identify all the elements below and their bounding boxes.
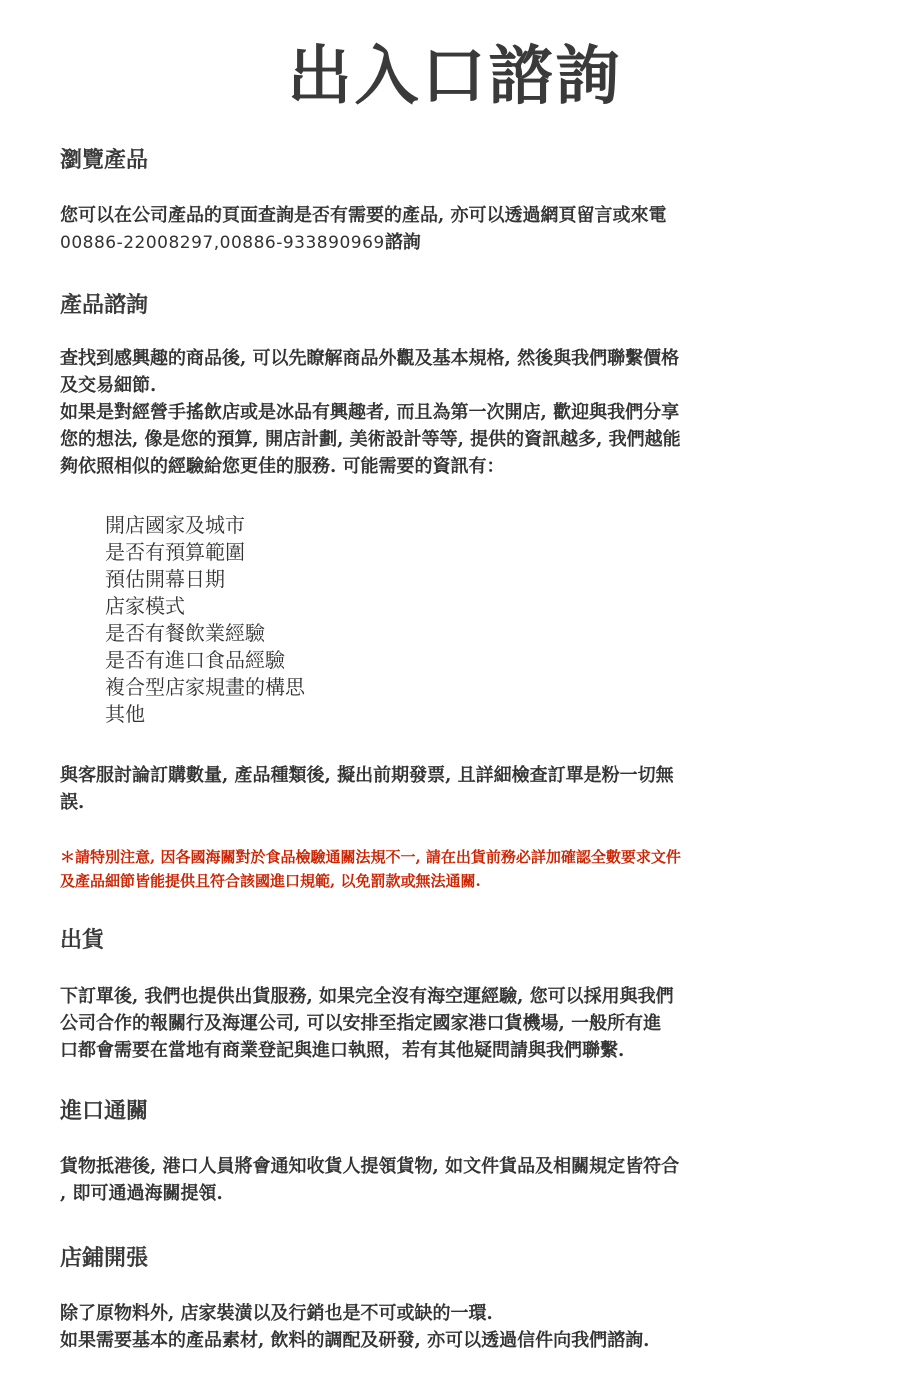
list-item: 開店國家及城市	[105, 513, 245, 537]
list-item: 是否有餐飲業經驗	[105, 621, 265, 645]
customs-text-line: , 即可通過海關提領.	[60, 1183, 223, 1204]
list-item: 店家模式	[105, 594, 185, 618]
customs-text-line: 貨物抵港後, 港口人員將會通知收貨人提領貨物, 如文件貨品及相關規定皆符合	[60, 1156, 680, 1177]
shipping-text-line: 下訂單後, 我們也提供出貨服務, 如果完全沒有海空運經驗, 您可以採用與我們	[60, 986, 674, 1007]
browse-products-text	[60, 202, 667, 257]
store-text-line: 除了原物料外, 店家裝潢以及行銷也是不可或缺的一環.	[60, 1303, 493, 1324]
shipping-text	[60, 983, 674, 1064]
section-heading-browse-products: 瀏覽產品	[60, 147, 149, 173]
order-discussion-text	[60, 762, 674, 816]
import-customs-text	[60, 1153, 679, 1207]
notice-line: 及產品細節皆能提供且符合該國進口規範, 以免罰款或無法通關.	[60, 872, 481, 890]
required-info-list	[60, 512, 305, 728]
section-heading-import-customs: 進口通關	[60, 1098, 149, 1124]
page-title: 出入口諮詢	[287, 39, 623, 114]
list-item: 是否有預算範圍	[105, 540, 245, 564]
browse-text-line: 您可以在公司產品的頁面查詢是否有需要的產品, 亦可以透過網頁留言或來電	[60, 205, 667, 226]
shipping-text-line: 口都會需要在當地有商業登記與進口執照，若有其他疑問請與我們聯繫.	[60, 1040, 625, 1061]
list-item: 複合型店家規畫的構思	[105, 675, 305, 699]
contact-suffix: 諮詢	[384, 232, 421, 253]
inquiry-text-line: 如果是對經營手搖飲店或是冰品有興趣者, 而且為第一次開店, 歡迎與我們分享	[60, 402, 680, 423]
order-text-line: 與客服討論訂購數量, 產品種類後, 擬出前期發票, 且詳細檢查訂單是粉一切無	[60, 765, 674, 786]
inquiry-text-line: 您的想法, 像是您的預算, 開店計劃, 美術設計等等, 提供的資訊越多, 我們越能	[60, 429, 681, 450]
shipping-text-line: 公司合作的報關行及海運公司, 可以安排至指定國家港口貨機場, 一般所有進	[60, 1013, 662, 1034]
list-item: 其他	[105, 702, 145, 726]
store-text-line: 如果需要基本的產品素材, 飲料的調配及研發, 亦可以透過信件向我們諮詢.	[60, 1330, 650, 1351]
section-heading-product-inquiry: 產品諮詢	[60, 292, 149, 318]
order-text-line: 誤.	[60, 792, 85, 813]
section-heading-shipping: 出貨	[60, 927, 105, 953]
browse-contact-line	[60, 229, 667, 257]
store-opening-text	[60, 1300, 649, 1354]
inquiry-text-line: 查找到感興趣的商品後, 可以先瞭解商品外觀及基本規格, 然後與我們聯繫價格	[60, 348, 680, 369]
inquiry-text-line: 夠依照相似的經驗給您更佳的服務. 可能需要的資訊有：	[60, 456, 505, 477]
list-item: 是否有進口食品經驗	[105, 648, 285, 672]
inquiry-text-line: 及交易細節.	[60, 375, 157, 396]
section-heading-store-opening: 店鋪開張	[60, 1245, 149, 1271]
list-item: 預估開幕日期	[105, 567, 225, 591]
product-inquiry-text	[60, 345, 681, 480]
contact-phone-numbers: 00886-22008297,00886-933890969	[60, 233, 385, 253]
notice-line: ＊請特別注意, 因各國海關對於食品檢驗通關法規不一, 請在出貨前務必詳加確認全數要求文件	[60, 848, 681, 866]
customs-warning-notice	[60, 845, 681, 893]
